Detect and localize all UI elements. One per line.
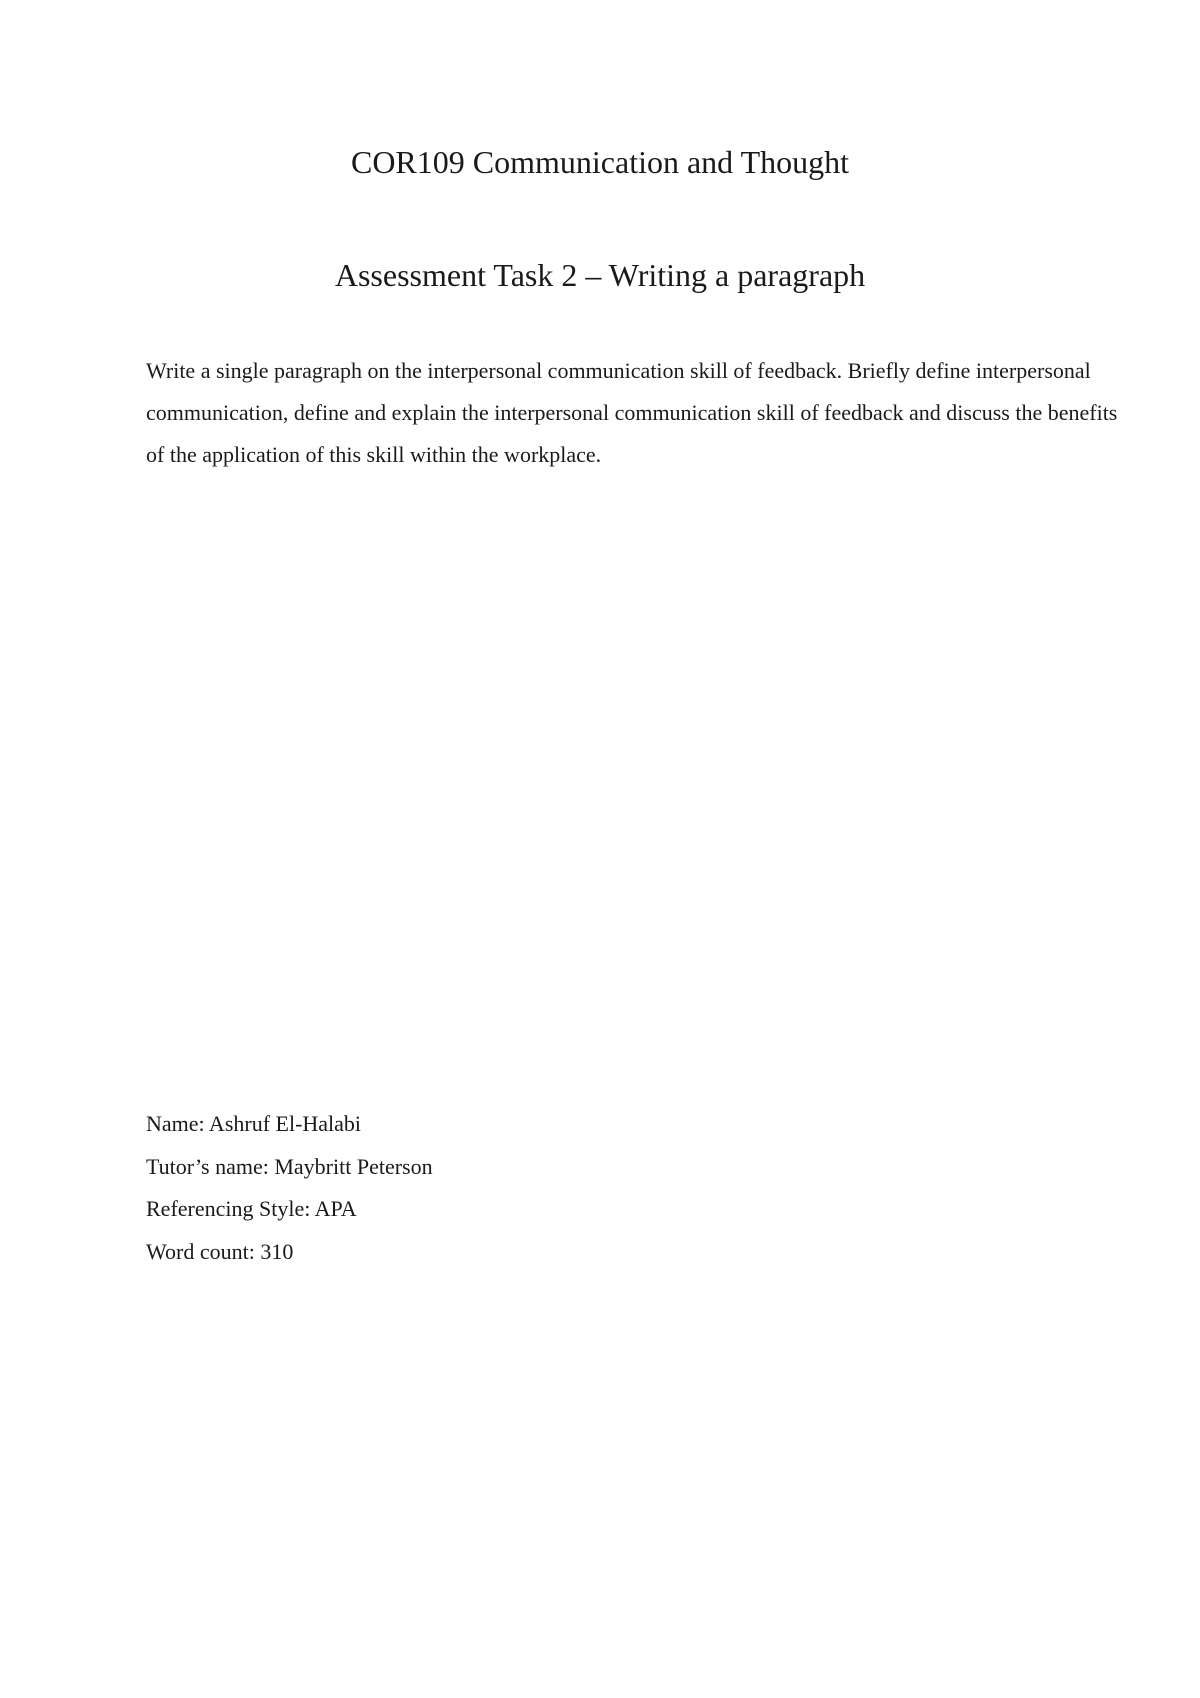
word-count: Word count: 310 <box>146 1238 294 1264</box>
student-name: Name: Ashruf El-Halabi <box>146 1111 362 1136</box>
document-title: COR109 Communication and Thought <box>350 144 850 180</box>
tutor-name: Tutor’s name: Maybritt Peterson <box>146 1153 433 1179</box>
document-subtitle: Assessment Task 2 – Writing a paragraph <box>334 257 866 293</box>
referencing-style: Referencing Style: APA <box>146 1196 357 1221</box>
task-instructions: Write a single paragraph on the interpersonal communication skill of feedback. Briefly define interpersonal communication, define and explain the interpersonal communication skill of feedback and discuss the benefits of the application of this skill within the workplace. <box>146 358 1118 467</box>
student-details <box>146 1103 846 1273</box>
